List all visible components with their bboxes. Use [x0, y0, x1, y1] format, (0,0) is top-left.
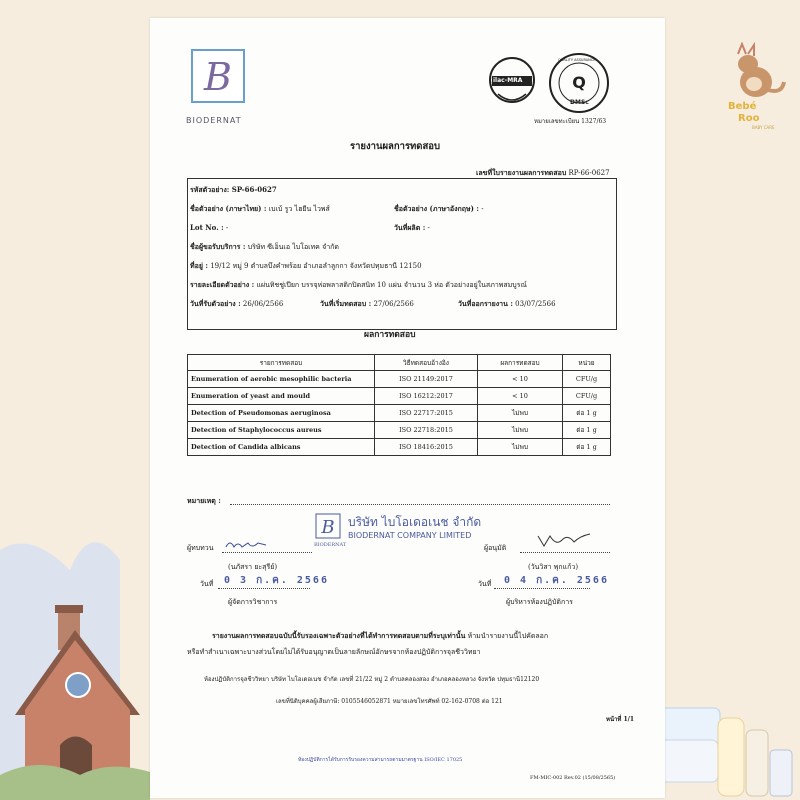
header-test-item: รายการทดสอบ: [188, 355, 375, 371]
brand-logo: [718, 42, 788, 132]
test-item: Enumeration of aerobic mesophilic bacteria: [188, 371, 375, 388]
reviewer-date-label: วันที่: [200, 580, 214, 588]
report-issue-date-label: วันที่ออกรายงาน :: [458, 299, 513, 308]
brand-logo-tagline: BABY CARE: [752, 125, 775, 130]
biodernat-logo-text: BIODERNAT: [186, 116, 242, 125]
test-method: ISO 21149:2017: [375, 371, 478, 388]
report-issue-date: [458, 299, 556, 309]
table-row: [188, 422, 611, 439]
dmsc-logo: [548, 52, 610, 114]
brand-logo-line1: Bebé: [728, 101, 757, 112]
test-unit: CFU/g: [563, 371, 611, 388]
sample-name-th: [190, 204, 330, 214]
client-name-value: บริษัท ซีเอ็นเอ ไบโอเทค จำกัด: [247, 243, 339, 251]
company-stamp-english: BIODERNAT COMPANY LIMITED: [348, 531, 472, 540]
test-unit: CFU/g: [563, 388, 611, 405]
approver-name: (วันวิสา พุกแก้ว): [528, 563, 579, 571]
sample-name-en-label: ชื่อตัวอย่าง (ภาษาอังกฤษ) :: [394, 204, 479, 213]
reviewer-signature: [222, 537, 272, 551]
sample-name-th-label: ชื่อตัวอย่าง (ภาษาไทย) :: [190, 204, 267, 213]
ilac-mra-text: ilac-MRA: [493, 77, 523, 84]
disclaimer-bold: รายงานผลการทดสอบฉบับนี้รับรองเฉพาะตัวอย่างที่ได้ทำการทดสอบตามที่ระบุเท่านั้น: [212, 631, 466, 640]
sample-name-en-value: -: [481, 205, 484, 213]
brand-logo-line2: Roo: [738, 113, 760, 124]
header-result: ผลการทดสอบ: [478, 355, 563, 371]
dmsc-text: DMSc: [570, 99, 589, 106]
received-date-value: 26/06/2566: [242, 300, 284, 308]
test-result: ไม่พบ: [478, 439, 563, 456]
test-unit: ต่อ 1 g: [563, 405, 611, 422]
ilac-mra-logo: [488, 56, 536, 114]
test-method: ISO 22718:2015: [375, 422, 478, 439]
client-address-label: ที่อยู่ :: [190, 261, 208, 270]
test-method: ISO 22717:2015: [375, 405, 478, 422]
form-number: FM-MIC-002 Rev.02 (15/08/2565): [530, 775, 616, 781]
reviewer-label: ผู้ทบทวน: [187, 544, 214, 552]
product-images: [648, 700, 800, 800]
report-disclaimer-line1: [212, 631, 548, 641]
lot-number-value: -: [225, 224, 229, 232]
client-address-value: 19/12 หมู่ 9 ตำบลบึงคำพร้อย อำเภอลำลูกกา จังหวัดปทุมธานี 12150: [210, 262, 422, 270]
received-date-label: วันที่รับตัวอย่าง :: [190, 299, 241, 308]
reviewer-name: (นภัสรา ยะสุรีย์): [228, 563, 278, 571]
sample-detail-value: แผ่นทิชชู่เปียก บรรจุห่อพลาสติกปิดสนิท 10 แผ่น จำนวน 3 ห่อ ตัวอย่างอยู่ในสภาพสมบูรณ์: [256, 281, 527, 289]
approver-label: ผู้อนุมัติ: [484, 544, 507, 552]
approver-date-line: [494, 588, 590, 589]
approver-role: ผู้บริหารห้องปฏิบัติการ: [506, 598, 573, 606]
client-name: [190, 242, 339, 252]
approver-signature-line: [520, 552, 610, 553]
test-report-document: [150, 18, 665, 798]
results-header-row: [188, 355, 611, 371]
test-result: < 10: [478, 371, 563, 388]
disclaimer-rest: ห้ามนำรายงานนี้ไปคัดลอก: [467, 632, 549, 640]
test-item: Enumeration of yeast and mould: [188, 388, 375, 405]
test-result: < 10: [478, 388, 563, 405]
sample-code: รหัสตัวอย่าง: SP-66-0627: [190, 185, 277, 194]
manufacture-date-label: วันที่ผลิต :: [394, 223, 426, 232]
manufacture-date: [394, 223, 430, 233]
test-item: Detection of Pseudomonas aeruginosa: [188, 405, 375, 422]
test-unit: ต่อ 1 g: [563, 439, 611, 456]
results-table: [187, 354, 611, 456]
report-issue-date-value: 03/07/2566: [515, 300, 556, 308]
reviewer-role: ผู้จัดการวิชาการ: [228, 598, 278, 606]
lot-number: [190, 223, 228, 233]
client-name-label: ชื่อผู้ขอรับบริการ :: [190, 242, 246, 251]
test-item: Detection of Candida albicans: [188, 439, 375, 456]
biodernat-logo: [186, 48, 250, 116]
manufacture-date-value: -: [427, 224, 430, 232]
client-address: [190, 261, 422, 271]
remark-line: [230, 504, 610, 505]
sample-detail-label: รายละเอียดตัวอย่าง :: [190, 280, 255, 289]
table-row: [188, 371, 611, 388]
company-stamp-logo: [310, 512, 346, 542]
report-number: [476, 168, 610, 178]
lab-address: ห้องปฏิบัติการจุลชีววิทยา บริษัท ไบโอเดอเนช จำกัด เลขที่ 21/22 หมู่ 2 ตำบลคลองสอง อำเภอคลองหลวง จังหวัด ปทุมธานี12120: [204, 676, 540, 683]
table-row: [188, 405, 611, 422]
approver-date-label: วันที่: [478, 580, 492, 588]
report-number-label: เลขที่ใบรายงานผลการทดสอบ: [476, 168, 567, 177]
reviewer-date-stamp: 0 3 ก.ค. 2566: [224, 575, 329, 586]
test-start-date-label: วันที่เริ่มทดสอบ :: [320, 299, 372, 308]
test-method: ISO 16212:2017: [375, 388, 478, 405]
test-unit: ต่อ 1 g: [563, 422, 611, 439]
tax-contact: เลขที่นิติบุคคลผู้เสียภาษี: 0105546052871 หมายเลขโทรศัพท์ 02-162-0708 ต่อ 121: [276, 698, 503, 705]
report-number-value: RP-66-0627: [568, 169, 610, 177]
results-title: ผลการทดสอบ: [364, 330, 416, 340]
reviewer-signature-line: [222, 552, 312, 553]
registration-number: หมายเลขทะเบียน 1327/63: [534, 118, 607, 125]
test-item: Detection of Staphylococcus aureus: [188, 422, 375, 439]
table-row: [188, 439, 611, 456]
company-stamp-thai: บริษัท ไบโอเดอเนช จำกัด: [348, 515, 482, 529]
svg-text:B: B: [204, 55, 232, 99]
test-start-date: [320, 299, 414, 309]
reviewer-date-line: [218, 588, 310, 589]
company-stamp-logo-text: BIODERNAT: [314, 542, 347, 548]
accreditation-note: ห้องปฏิบัติการได้รับการรับรองความสามารถตามมาตรฐาน ISO/IEC 17025: [298, 757, 463, 763]
house-illustration: [0, 510, 150, 800]
page-number: หน้าที่ 1/1: [606, 716, 635, 723]
received-date: [190, 299, 283, 309]
header-unit: หน่วย: [563, 355, 611, 371]
table-row: [188, 388, 611, 405]
dmsc-ring-text: QUALITY ASSURANCE: [558, 58, 596, 62]
svg-text:B: B: [321, 517, 335, 538]
svg-text:Q: Q: [572, 73, 586, 92]
lot-number-label: Lot No. :: [190, 223, 224, 232]
sample-name-th-value: เบเบ้ รูว ไฮยีน ไวพส์: [268, 205, 330, 213]
test-result: ไม่พบ: [478, 422, 563, 439]
test-start-date-value: 27/06/2566: [373, 300, 414, 308]
test-method: ISO 18416:2015: [375, 439, 478, 456]
report-disclaimer-line2: หรือทำสำเนาเฉพาะบางส่วนโดยไม่ได้รับอนุญาตเป็นลายลักษณ์อักษรจากห้องปฏิบัติการจุลชีววิทยา: [187, 648, 481, 656]
sample-detail: [190, 280, 527, 290]
kangaroo-icon: [718, 42, 788, 100]
test-result: ไม่พบ: [478, 405, 563, 422]
approver-signature: [534, 530, 594, 550]
approver-date-stamp: 0 4 ก.ค. 2566: [504, 575, 609, 586]
header-method: วิธีทดสอบอ้างอิง: [375, 355, 478, 371]
sample-name-en: [394, 204, 484, 214]
remark-label: หมายเหตุ :: [187, 496, 221, 505]
report-title: รายงานผลการทดสอบ: [350, 141, 441, 152]
